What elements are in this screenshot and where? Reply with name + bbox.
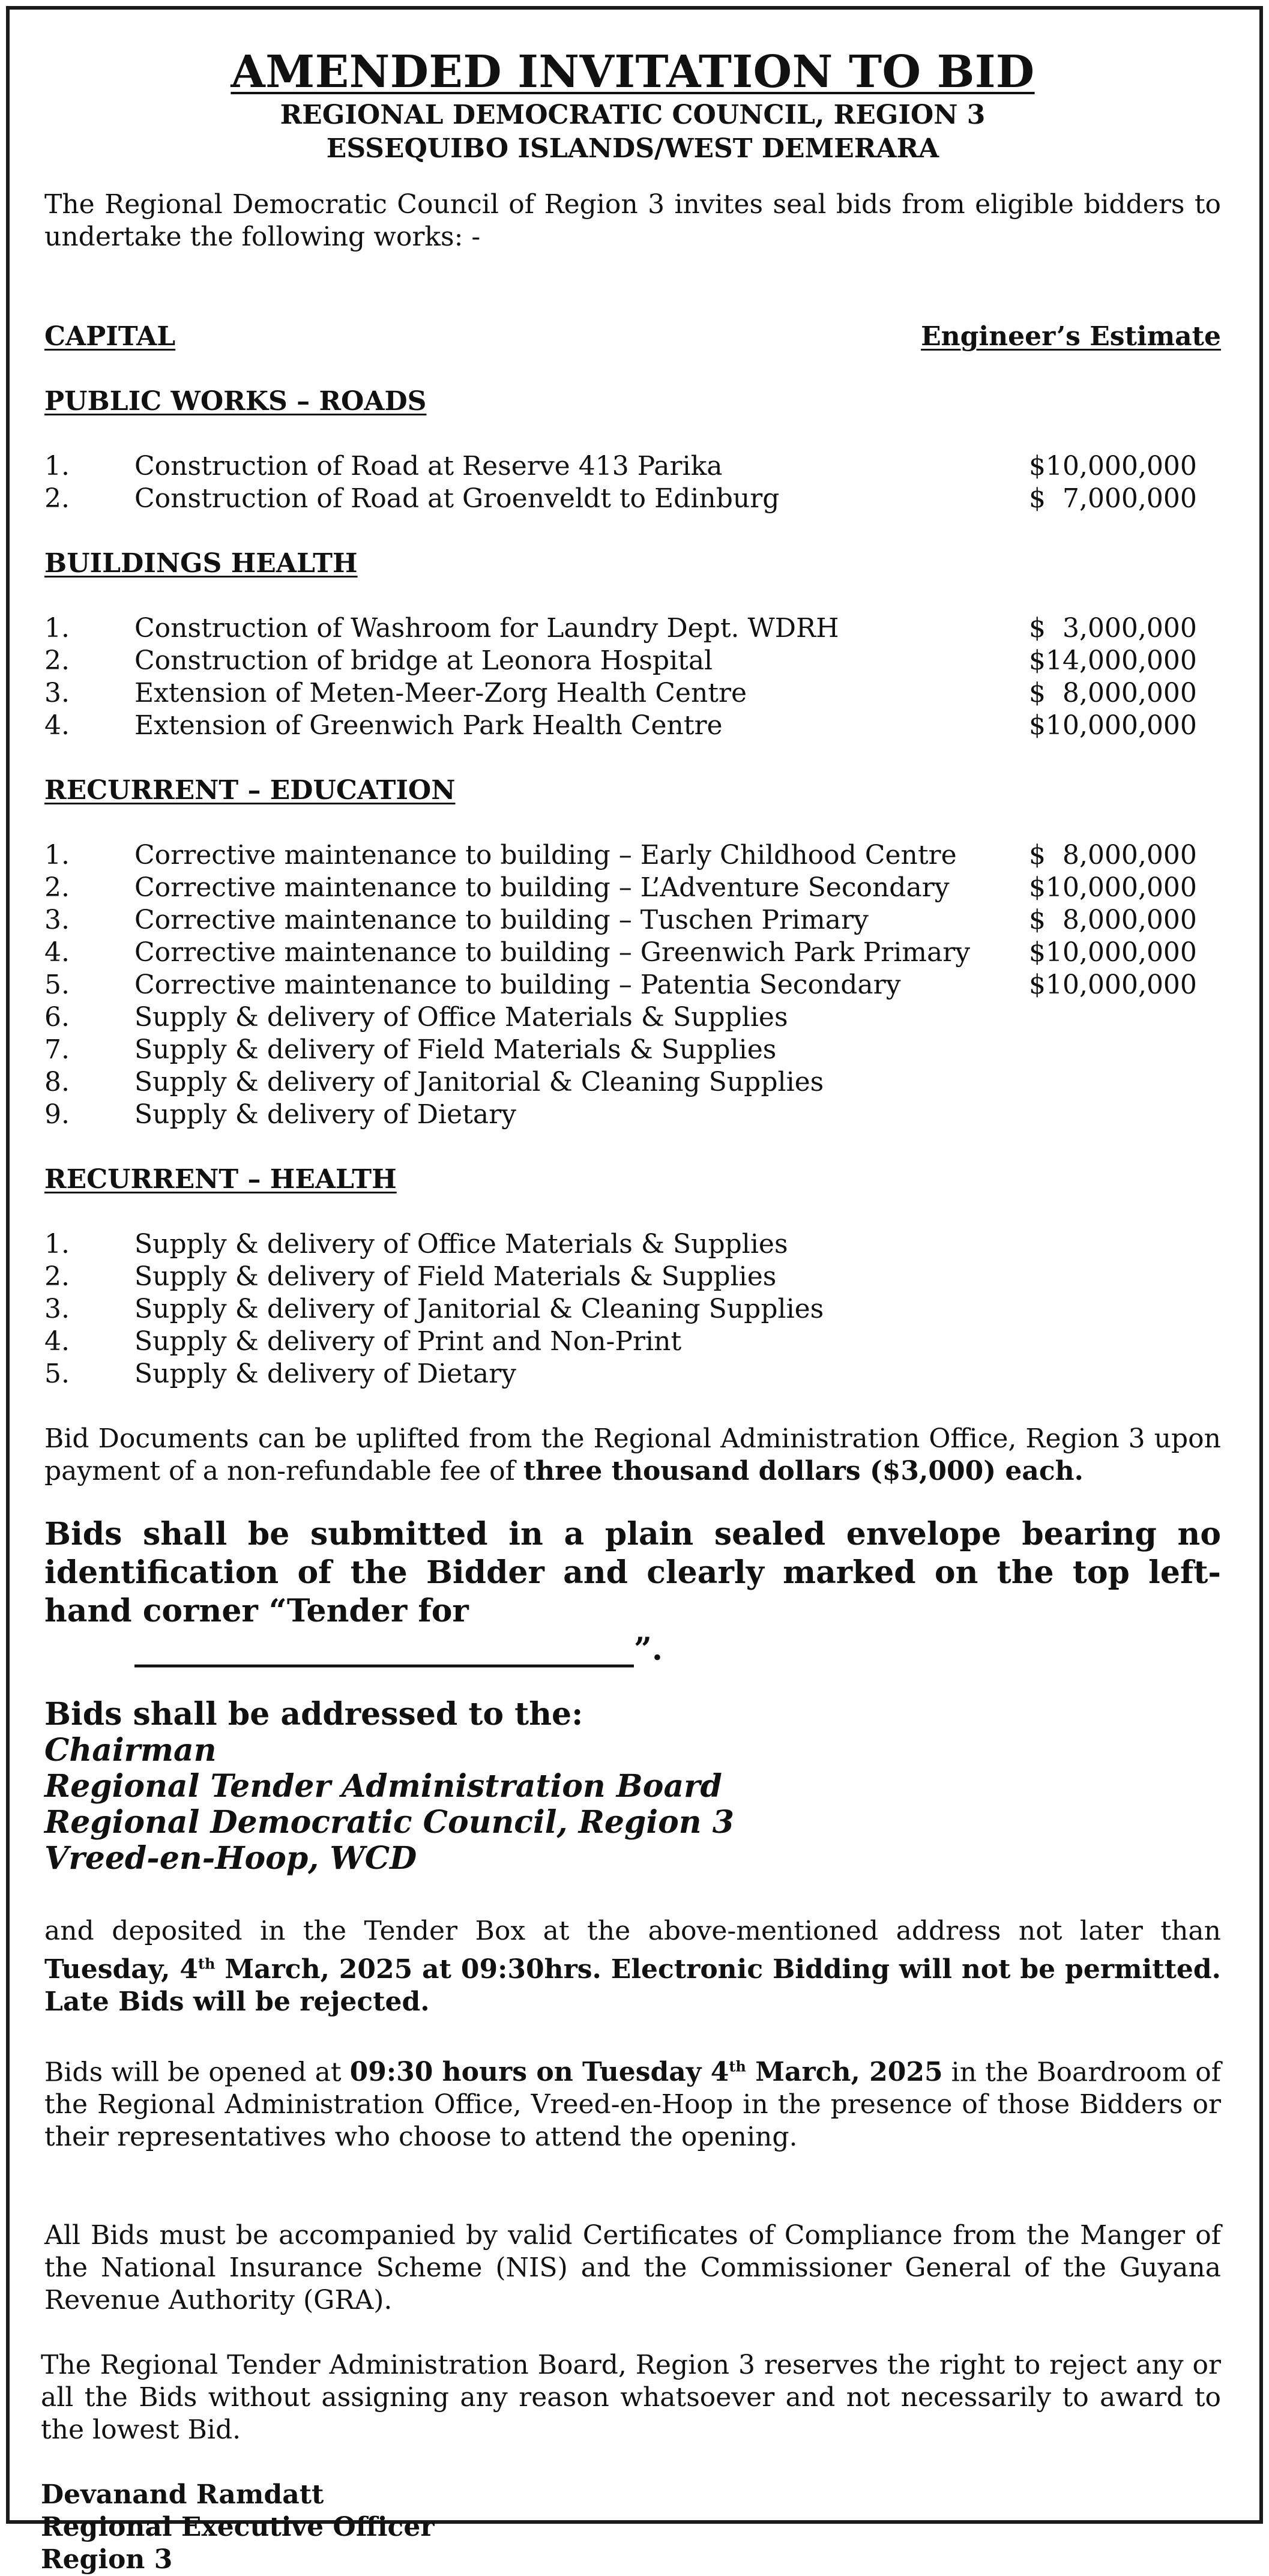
deposit-paragraph: and deposited in the Tender Box at the above-mentioned address not later than Tuesday, 4th March, 2025 at 09:30hrs. Electronic Bidding will not be permitted. Late Bids will be rejected. (44, 1916, 1221, 2017)
list-item: 4. Extension of Greenwich Park Health Centre $10,000,000 (44, 710, 1197, 741)
list-item: 5. Supply & delivery of Dietary (44, 1359, 516, 1389)
capital-heading: CAPITAL (44, 321, 176, 352)
estimate-heading: Engineer’s Estimate (921, 321, 1221, 352)
intro-paragraph: The Regional Democratic Council of Region 3 invites seal bids from eligible bidders to undertake the following works: - (44, 189, 1221, 252)
list-item: 7. Supply & delivery of Field Materials & Supplies (44, 1034, 777, 1065)
list-item: 3. Extension of Meten-Meer-Zorg Health Centre $ 8,000,000 (44, 678, 1197, 708)
recurrent-education-list (44, 839, 1221, 1131)
list-item: 2. Construction of bridge at Leonora Hospital $14,000,000 (44, 645, 1197, 676)
address-line: Regional Tender Administration Board (44, 1768, 722, 1805)
list-item: 4. Supply & delivery of Print and Non-Print (44, 1326, 682, 1357)
bid-documents-paragraph: Bid Documents can be uplifted from the Regional Administration Office, Region 3 upon payment of a non-refundable fee of three thousand dollars ($3,000) each. (44, 1423, 1221, 1486)
address-line: Vreed-en-Hoop, WCD (44, 1840, 417, 1877)
buildings-health-heading: BUILDINGS HEALTH (44, 548, 358, 579)
list-item: 9. Supply & delivery of Dietary (44, 1099, 516, 1130)
buildings-health-list (44, 612, 1221, 742)
column-headers (44, 321, 1221, 353)
list-item: 2. Corrective maintenance to building – L’Adventure Secondary $10,000,000 (44, 872, 1197, 903)
certificates-paragraph: All Bids must be accompanied by valid Certificates of Compliance from the Manger of the National Insurance Scheme (NIS) and the Commissioner General of the Guyana Revenue Authority (GRA). (44, 2220, 1221, 2316)
list-item: 3. Corrective maintenance to building – Tuschen Primary $ 8,000,000 (44, 905, 1197, 935)
list-item: 2. Supply & delivery of Field Materials & Supplies (44, 1261, 777, 1292)
address-line: Regional Democratic Council, Region 3 (44, 1804, 734, 1841)
list-item: 5. Corrective maintenance to building – Patentia Secondary $10,000,000 (44, 970, 1197, 1000)
recurrent-health-heading: RECURRENT – HEALTH (44, 1164, 397, 1195)
list-item: 2. Construction of Road at Groenveldt to Edinburg $ 7,000,000 (44, 483, 1197, 514)
signatory-name: Devanand Ramdatt (41, 2479, 324, 2511)
notice-body (41, 46, 1222, 2576)
submission-instructions: Bids shall be submitted in a plain sealed envelope bearing no identification of the Bidder and clearly marked on the top left-hand corner “Tender for ________________________________”. (44, 1516, 1221, 1668)
list-item: 6. Supply & delivery of Office Materials & Supplies (44, 1002, 788, 1033)
list-item: 3. Supply & delivery of Janitorial & Cleaning Supplies (44, 1294, 824, 1324)
list-item: 8. Supply & delivery of Janitorial & Cleaning Supplies (44, 1067, 824, 1097)
opening-paragraph: Bids will be opened at 09:30 hours on Tuesday 4th March, 2025 in the Boardroom of the Regional Administration Office, Vreed-en-Hoop in the presence of those Bidders or their representatives who choose to attend the opening. (44, 2057, 1222, 2153)
list-item: 1. Supply & delivery of Office Materials & Supplies (44, 1229, 788, 1259)
notice-title: AMENDED INVITATION TO BID (231, 46, 1035, 98)
signatory-region: Region 3 (41, 2544, 173, 2575)
recurrent-education-heading: RECURRENT – EDUCATION (44, 775, 456, 806)
address-line: Chairman (44, 1732, 217, 1769)
roads-heading: PUBLIC WORKS – ROADS (44, 386, 427, 417)
reservation-paragraph: The Regional Tender Administration Board, Region 3 reserves the right to reject any or all the Bids without assigning any reason whatsoever and not necessarily to award to the lowest Bid. (41, 2350, 1221, 2446)
roads-list (44, 450, 1221, 515)
list-item: 1. Corrective maintenance to building – Early Childhood Centre $ 8,000,000 (44, 840, 1197, 870)
signatory-title: Regional Executive Officer (41, 2512, 435, 2543)
list-item: 1. Construction of Washroom for Laundry Dept. WDRH $ 3,000,000 (44, 613, 1197, 644)
tender-blank-line: ________________________________”. (134, 1631, 663, 1668)
address-heading: Bids shall be addressed to the: (44, 1696, 583, 1733)
recurrent-health-list (44, 1228, 1221, 1390)
notice-frame (6, 6, 1263, 2575)
list-item: 1. Construction of Road at Reserve 413 Parika $10,000,000 (44, 451, 1197, 481)
region-name: ESSEQUIBO ISLANDS/WEST DEMERARA (326, 133, 939, 164)
council-name: REGIONAL DEMOCRATIC COUNCIL, REGION 3 (280, 100, 986, 130)
list-item: 4. Corrective maintenance to building – Greenwich Park Primary $10,000,000 (44, 937, 1197, 968)
